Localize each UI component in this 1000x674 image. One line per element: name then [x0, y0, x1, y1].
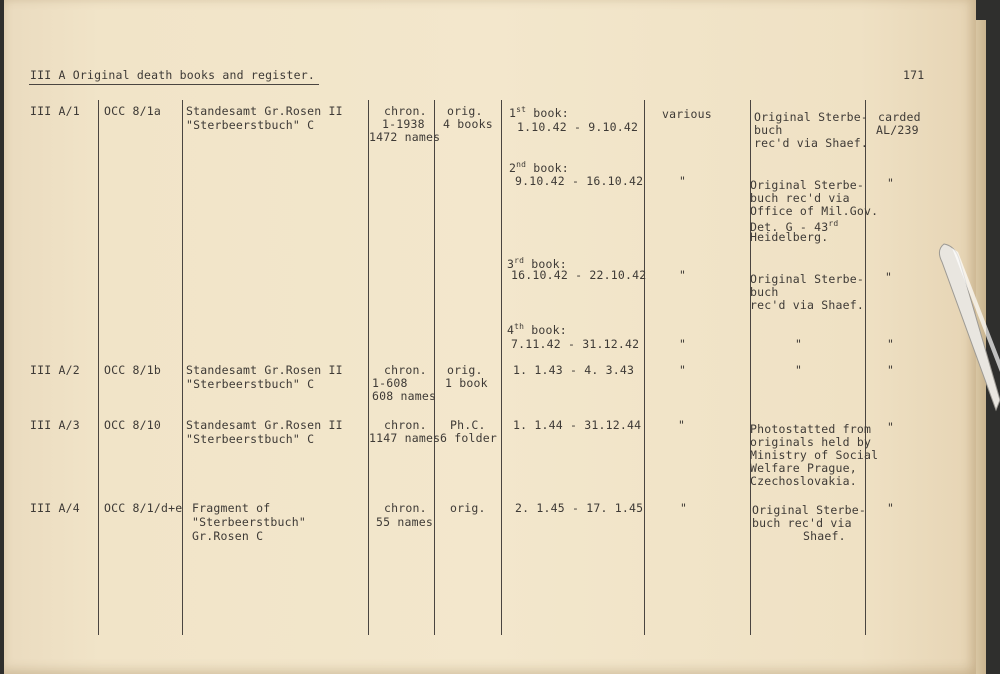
description-line: Fragment of — [192, 501, 271, 515]
column-rule — [368, 100, 369, 635]
column-rule — [644, 100, 645, 635]
column-rule — [434, 100, 435, 635]
arrangement-line: 1147 names — [369, 431, 441, 445]
paper-sheet — [4, 0, 976, 674]
remarks-cell: " — [679, 337, 687, 351]
remarks-cell: " — [679, 363, 687, 377]
arrangement-line: 608 names — [372, 389, 437, 403]
status-line: carded — [878, 110, 921, 124]
source-line: Photostatted from — [750, 422, 872, 436]
form-line: 6 folder — [440, 431, 497, 445]
description-line: Standesamt Gr.Rosen II — [186, 418, 343, 432]
remarks-cell: " — [679, 268, 687, 282]
remarks-cell: various — [662, 107, 712, 121]
form-line: orig. — [447, 104, 483, 118]
column-rule — [182, 100, 183, 635]
date-range: 1. 1.44 - 31.12.44 — [513, 418, 642, 432]
arrangement-line: chron. — [384, 501, 427, 515]
status-line: " — [887, 420, 895, 434]
description-line: "Sterbeerstbuch" C — [186, 377, 315, 391]
source-line: Original Sterbe- — [752, 503, 866, 517]
status-line: " — [887, 176, 895, 190]
code-cell: OCC 8/10 — [104, 418, 161, 432]
source-line: rec'd via Shaef. — [750, 298, 864, 312]
source-line: rec'd via Shaef. — [754, 136, 868, 150]
source-line: buch rec'd via — [750, 191, 850, 205]
code-cell: OCC 8/1a — [104, 104, 161, 118]
source-line: Office of Mil.Gov. — [750, 204, 879, 218]
date-range: 1.10.42 - 9.10.42 — [517, 120, 639, 134]
arrangement-line: chron. — [384, 363, 427, 377]
description-line: "Sterbeerstbuch" C — [186, 118, 315, 132]
arrangement-line: 1472 names — [369, 130, 441, 144]
description-line: "Sterbeerstbuch" — [192, 515, 306, 529]
source-line: buch — [754, 123, 783, 137]
book-heading: 2nd book: — [509, 160, 569, 175]
code-cell: OCC 8/1/d+e — [104, 501, 183, 515]
source-line: " — [795, 363, 803, 377]
status-line: " — [885, 270, 893, 284]
book-heading: 3rd book: — [507, 256, 567, 271]
status-line: " — [887, 363, 895, 377]
source-line: Original Sterbe- — [750, 178, 864, 192]
status-line: AL/239 — [876, 123, 919, 137]
arrangement-line: chron. — [384, 104, 427, 118]
date-range: 9.10.42 - 16.10.42 — [515, 174, 644, 188]
source-line: Ministry of Social — [750, 448, 879, 462]
column-rule — [865, 100, 866, 635]
remarks-cell: " — [680, 501, 688, 515]
book-heading: 4th book: — [507, 322, 567, 337]
source-line: Det. G - 43rd — [750, 219, 839, 234]
description-line: Standesamt Gr.Rosen II — [186, 104, 343, 118]
source-line: buch rec'd via — [752, 516, 852, 530]
page-number: 171 — [903, 68, 925, 82]
form-line: orig. — [450, 501, 486, 515]
book-heading: 1st book: — [509, 105, 569, 120]
ref-cell: III A/4 — [30, 501, 80, 515]
code-cell: OCC 8/1b — [104, 363, 161, 377]
ref-cell: III A/2 — [30, 363, 80, 377]
remarks-cell: " — [679, 174, 687, 188]
column-rule — [501, 100, 502, 635]
title-underline — [29, 84, 319, 85]
source-line: Czechoslovakia. — [750, 474, 857, 488]
status-line: " — [887, 501, 895, 515]
description-line: Standesamt Gr.Rosen II — [186, 363, 343, 377]
section-title: III A Original death books and register. — [30, 68, 315, 82]
ref-cell: III A/1 — [30, 104, 80, 118]
form-line: Ph.C. — [450, 418, 486, 432]
description-line: Gr.Rosen C — [192, 529, 264, 543]
arrangement-line: 55 names — [376, 515, 433, 529]
arrangement-line: 1-1938 — [382, 117, 425, 131]
form-line: orig. — [447, 363, 483, 377]
source-line: Shaef. — [803, 529, 846, 543]
source-line: Welfare Prague, — [750, 461, 857, 475]
description-line: "Sterbeerstbuch" C — [186, 432, 315, 446]
date-range: 1. 1.43 - 4. 3.43 — [513, 363, 635, 377]
ref-cell: III A/3 — [30, 418, 80, 432]
date-range: 16.10.42 - 22.10.42 — [511, 268, 647, 282]
arrangement-line: chron. — [384, 418, 427, 432]
source-line: originals held by — [750, 435, 872, 449]
source-line: Original Sterbe- — [750, 272, 864, 286]
source-line: Heidelberg. — [750, 230, 829, 244]
form-line: 1 book — [445, 376, 488, 390]
column-rule — [98, 100, 99, 635]
source-line: buch — [750, 285, 779, 299]
date-range: 2. 1.45 - 17. 1.45 — [515, 501, 644, 515]
page-edge — [976, 20, 986, 674]
source-line: " — [795, 337, 803, 351]
date-range: 7.11.42 - 31.12.42 — [511, 337, 640, 351]
remarks-cell: " — [678, 418, 686, 432]
source-line: Original Sterbe- — [754, 110, 868, 124]
status-line: " — [887, 337, 895, 351]
form-line: 4 books — [443, 117, 493, 131]
arrangement-line: 1-608 — [372, 376, 408, 390]
